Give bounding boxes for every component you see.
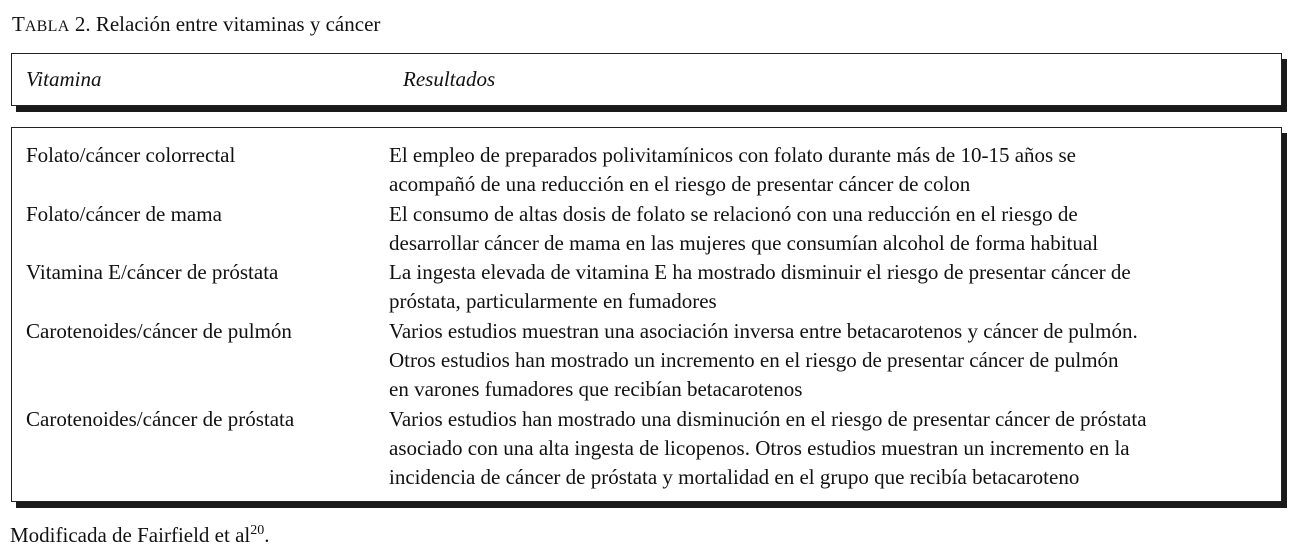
footnote xyxy=(10,522,270,548)
cell-vitamina: Folato/cáncer colorrectal xyxy=(26,143,236,167)
cell-vitamina: Carotenoides/cáncer de próstata xyxy=(26,406,295,431)
resultados-line: Varios estudios muestran una asociación inversa entre betacarotenos y cáncer de pulmón. xyxy=(389,318,1138,343)
table-row xyxy=(12,258,1281,317)
footnote-reference: 20 xyxy=(250,523,265,538)
caption-title: Relación entre vitaminas y cáncer xyxy=(95,12,381,36)
resultados-line: Varios estudios han mostrado una disminución en el riesgo de presentar cáncer de próstata xyxy=(389,406,1147,431)
resultados-line: próstata, particularmente en fumadores xyxy=(389,289,717,314)
table-row xyxy=(12,405,1281,493)
cell-resultados xyxy=(389,258,1269,317)
table-row xyxy=(12,200,1281,259)
table-rows xyxy=(12,141,1281,493)
caption-number: 2. xyxy=(74,12,91,36)
caption-label-rest: ABLA xyxy=(24,18,70,35)
footnote-end: . xyxy=(264,523,270,547)
cell-vitamina: Folato/cáncer de mama xyxy=(26,201,222,226)
table-row xyxy=(12,141,1281,200)
resultados-line: El consumo de altas dosis de folato se relacionó con una reducción en el riesgo de xyxy=(389,201,1078,226)
resultados-line: incidencia de cáncer de próstata y mortalidad en el grupo que recibía betacaroteno xyxy=(389,465,1080,490)
cell-vitamina: Vitamina E/cáncer de próstata xyxy=(26,260,279,285)
header-resultados: Resultados xyxy=(403,67,496,91)
resultados-line: asociado con una alta ingesta de licopenos. Otros estudios muestran un incremento en la xyxy=(389,435,1130,460)
cell-vitamina: Carotenoides/cáncer de pulmón xyxy=(26,318,292,343)
resultados-line: acompañó de una reducción en el riesgo de presentar cáncer de colon xyxy=(389,172,971,197)
cell-resultados xyxy=(389,141,1269,200)
cell-resultados xyxy=(389,405,1269,493)
table-header xyxy=(11,53,1282,106)
table-caption xyxy=(12,11,380,40)
header-vitamina: Vitamina xyxy=(26,67,102,91)
resultados-line: en varones fumadores que recibían betacarotenos xyxy=(389,377,803,402)
cell-resultados xyxy=(389,317,1269,405)
table-body xyxy=(11,127,1282,502)
table-row xyxy=(12,317,1281,405)
cell-resultados xyxy=(389,200,1269,259)
resultados-line: El empleo de preparados polivitamínicos con folato durante más de 10-15 años se xyxy=(389,143,1076,167)
caption-label-initial: T xyxy=(12,12,25,36)
resultados-line: La ingesta elevada de vitamina E ha mostrado disminuir el riesgo de presentar cáncer de xyxy=(389,260,1131,285)
resultados-line: Otros estudios han mostrado un incremento en el riesgo de presentar cáncer de pulmón xyxy=(389,348,1119,373)
resultados-line: desarrollar cáncer de mama en las mujeres que consumían alcohol de forma habitual xyxy=(389,230,1099,255)
footnote-text: Modificada de Fairfield et al xyxy=(10,523,251,547)
